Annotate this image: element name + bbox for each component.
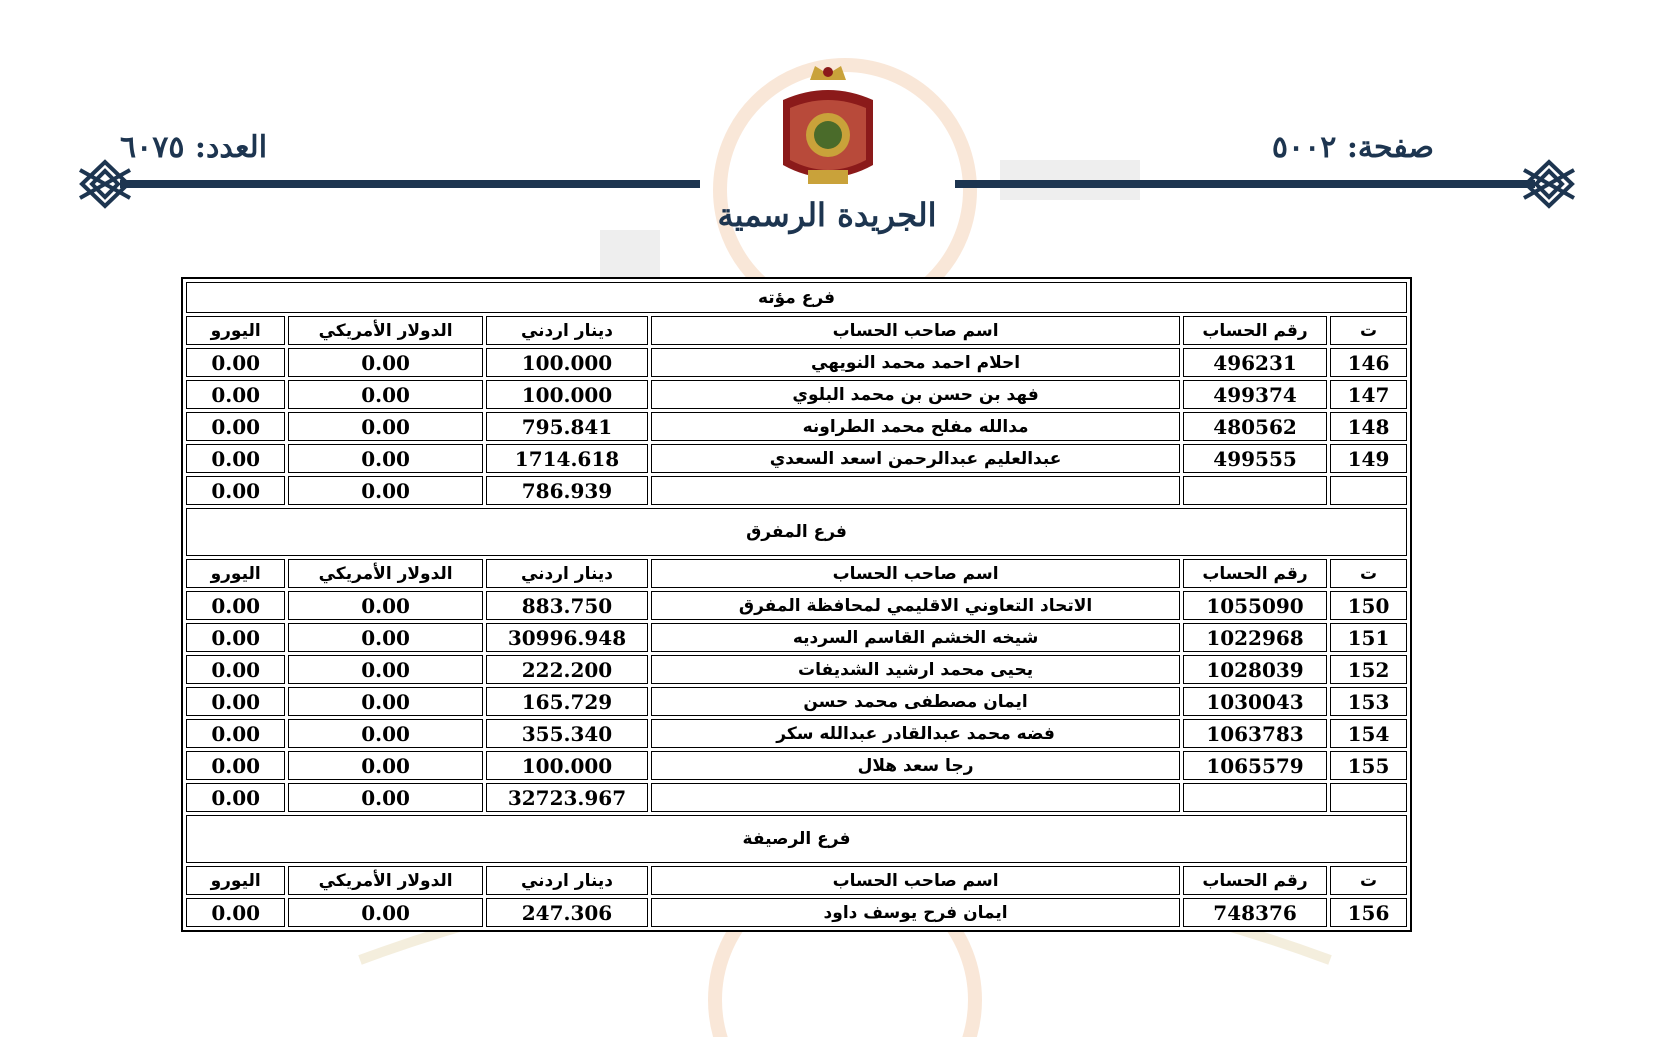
table-row xyxy=(186,623,1407,652)
table-row xyxy=(186,591,1407,620)
cell-account-empty xyxy=(1183,783,1327,812)
cell-index: 151 xyxy=(1330,623,1407,652)
col-header-index: ت xyxy=(1330,866,1407,895)
total-jod: 786.939 xyxy=(486,476,648,505)
cell-usd: 0.00 xyxy=(288,687,483,716)
cell-jod: 165.729 xyxy=(486,687,648,716)
branch-row xyxy=(186,815,1407,863)
cell-jod: 100.000 xyxy=(486,348,648,377)
total-eur: 0.00 xyxy=(186,783,285,812)
cell-index: 155 xyxy=(1330,751,1407,780)
cell-jod: 1714.618 xyxy=(486,444,648,473)
cell-name: يحيى محمد ارشيد الشديفات xyxy=(651,655,1180,684)
accounts-table xyxy=(181,277,1412,932)
cell-account: 1055090 xyxy=(1183,591,1327,620)
cell-usd: 0.00 xyxy=(288,751,483,780)
cell-eur: 0.00 xyxy=(186,623,285,652)
col-header-usd: الدولار الأمريكي xyxy=(288,559,483,588)
cell-eur: 0.00 xyxy=(186,444,285,473)
cell-usd: 0.00 xyxy=(288,412,483,441)
cell-eur: 0.00 xyxy=(186,412,285,441)
cell-jod: 100.000 xyxy=(486,751,648,780)
column-header-row xyxy=(186,866,1407,895)
table-row xyxy=(186,898,1407,927)
cell-usd: 0.00 xyxy=(288,719,483,748)
cell-eur: 0.00 xyxy=(186,751,285,780)
cell-name-empty xyxy=(651,476,1180,505)
col-header-name: اسم صاحب الحساب xyxy=(651,866,1180,895)
cell-index-empty xyxy=(1330,783,1407,812)
cell-account: 499374 xyxy=(1183,380,1327,409)
issue-number-label: العدد: ٦٠٧٥ xyxy=(120,130,268,165)
accounts-table-wrapper xyxy=(181,277,1412,932)
cell-account: 480562 xyxy=(1183,412,1327,441)
cell-jod: 247.306 xyxy=(486,898,648,927)
table-row xyxy=(186,719,1407,748)
branch-row xyxy=(186,282,1407,313)
cell-jod: 30996.948 xyxy=(486,623,648,652)
total-row xyxy=(186,783,1407,812)
cell-index: 154 xyxy=(1330,719,1407,748)
table-row xyxy=(186,444,1407,473)
cell-account: 499555 xyxy=(1183,444,1327,473)
total-row xyxy=(186,476,1407,505)
jordan-coat-of-arms-emblem xyxy=(783,66,873,184)
col-header-name: اسم صاحب الحساب xyxy=(651,559,1180,588)
col-header-account: رقم الحساب xyxy=(1183,866,1327,895)
cell-usd: 0.00 xyxy=(288,380,483,409)
cell-name: ايمان فرح يوسف داود xyxy=(651,898,1180,927)
branch-title: فرع الرصيفة xyxy=(186,815,1407,863)
cell-eur: 0.00 xyxy=(186,591,285,620)
cell-eur: 0.00 xyxy=(186,380,285,409)
cell-usd: 0.00 xyxy=(288,348,483,377)
cell-name: احلام احمد محمد النويهي xyxy=(651,348,1180,377)
branch-title: فرع مؤته xyxy=(186,282,1407,313)
cell-eur: 0.00 xyxy=(186,348,285,377)
cell-account: 1028039 xyxy=(1183,655,1327,684)
table-row xyxy=(186,380,1407,409)
cell-usd: 0.00 xyxy=(288,898,483,927)
total-usd: 0.00 xyxy=(288,476,483,505)
cell-name: فضه محمد عبدالقادر عبدالله سكر xyxy=(651,719,1180,748)
cell-eur: 0.00 xyxy=(186,898,285,927)
col-header-name: اسم صاحب الحساب xyxy=(651,316,1180,345)
total-usd: 0.00 xyxy=(288,783,483,812)
cell-jod: 222.200 xyxy=(486,655,648,684)
cell-index-empty xyxy=(1330,476,1407,505)
cell-account-empty xyxy=(1183,476,1327,505)
cell-name: شيخه الخشم القاسم السرديه xyxy=(651,623,1180,652)
branch-title: فرع المفرق xyxy=(186,508,1407,556)
cell-index: 146 xyxy=(1330,348,1407,377)
col-header-eur: اليورو xyxy=(186,559,285,588)
column-header-row xyxy=(186,316,1407,345)
cell-index: 150 xyxy=(1330,591,1407,620)
page-title: الجريدة الرسمية xyxy=(717,196,937,234)
cell-account: 496231 xyxy=(1183,348,1327,377)
cell-account: 1063783 xyxy=(1183,719,1327,748)
col-header-jod: دينار اردني xyxy=(486,866,648,895)
cell-name: ايمان مصطفى محمد حسن xyxy=(651,687,1180,716)
branch-row xyxy=(186,508,1407,556)
cell-eur: 0.00 xyxy=(186,719,285,748)
col-header-index: ت xyxy=(1330,559,1407,588)
cell-index: 147 xyxy=(1330,380,1407,409)
table-row xyxy=(186,412,1407,441)
table-row xyxy=(186,751,1407,780)
cell-name: رجا سعد هلال xyxy=(651,751,1180,780)
cell-jod: 355.340 xyxy=(486,719,648,748)
cell-usd: 0.00 xyxy=(288,655,483,684)
cell-jod: 795.841 xyxy=(486,412,648,441)
col-header-usd: الدولار الأمريكي xyxy=(288,316,483,345)
column-header-row xyxy=(186,559,1407,588)
cell-usd: 0.00 xyxy=(288,623,483,652)
col-header-eur: اليورو xyxy=(186,866,285,895)
cell-index: 153 xyxy=(1330,687,1407,716)
table-row xyxy=(186,655,1407,684)
col-header-jod: دينار اردني xyxy=(486,316,648,345)
cell-index: 152 xyxy=(1330,655,1407,684)
cell-name: مدالله مفلح محمد الطراونه xyxy=(651,412,1180,441)
cell-eur: 0.00 xyxy=(186,655,285,684)
cell-account: 748376 xyxy=(1183,898,1327,927)
table-row xyxy=(186,348,1407,377)
cell-name-empty xyxy=(651,783,1180,812)
table-row xyxy=(186,687,1407,716)
cell-account: 1065579 xyxy=(1183,751,1327,780)
page-number-label: صفحة: ٥٠٠٢ xyxy=(1271,130,1434,165)
cell-eur: 0.00 xyxy=(186,687,285,716)
col-header-account: رقم الحساب xyxy=(1183,316,1327,345)
col-header-jod: دينار اردني xyxy=(486,559,648,588)
total-jod: 32723.967 xyxy=(486,783,648,812)
cell-index: 148 xyxy=(1330,412,1407,441)
cell-name: الاتحاد التعاوني الاقليمي لمحافظة المفرق xyxy=(651,591,1180,620)
cell-usd: 0.00 xyxy=(288,591,483,620)
cell-index: 149 xyxy=(1330,444,1407,473)
col-header-index: ت xyxy=(1330,316,1407,345)
cell-name: عبدالعليم عبدالرحمن اسعد السعدي xyxy=(651,444,1180,473)
cell-index: 156 xyxy=(1330,898,1407,927)
cell-account: 1030043 xyxy=(1183,687,1327,716)
cell-name: فهد بن حسن بن محمد البلوي xyxy=(651,380,1180,409)
total-eur: 0.00 xyxy=(186,476,285,505)
col-header-usd: الدولار الأمريكي xyxy=(288,866,483,895)
col-header-eur: اليورو xyxy=(186,316,285,345)
cell-jod: 883.750 xyxy=(486,591,648,620)
cell-jod: 100.000 xyxy=(486,380,648,409)
col-header-account: رقم الحساب xyxy=(1183,559,1327,588)
cell-usd: 0.00 xyxy=(288,444,483,473)
cell-account: 1022968 xyxy=(1183,623,1327,652)
